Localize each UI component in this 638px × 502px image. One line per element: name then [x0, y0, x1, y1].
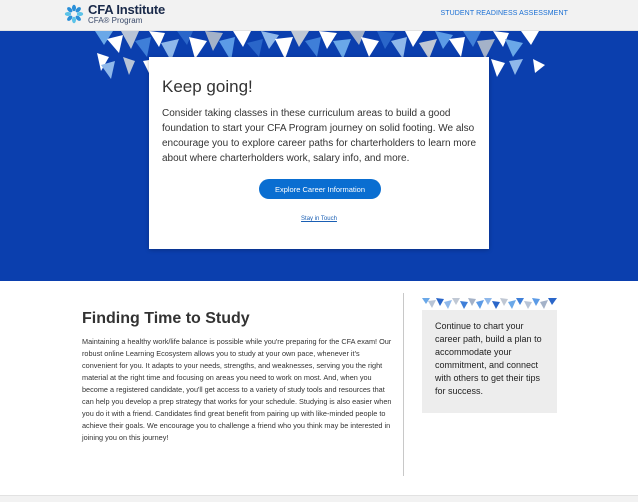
stay-in-touch-link[interactable]: Stay in Touch: [301, 216, 337, 222]
hero-banner: [0, 31, 638, 281]
site-header: [0, 0, 638, 31]
sidebar-callout-text: Continue to chart your career path, build a plan to accommodate your commitment, and connect with others to get their tips for success.: [435, 321, 542, 396]
student-readiness-assessment-link[interactable]: STUDENT READINESS ASSESSMENT: [440, 10, 568, 17]
study-section-body: Maintaining a healthy work/life balance is possible while you're preparing for the CFA exam! Our robust online Learning Ecosystem allows you to study at your own pace, whenever it's convenient for you. It adapts to your needs, strengths, and weaknesses, serving you the right material at the right time and focusing on areas you need to work on most. And, when you become a registered candidate, you'll get access to a variety of study tools and resources that can help you develop a prep strategy that works for your schedule. Studying is also easier when you do it with a friend. Candidates find great benefit from pairing up with like-minded people to achieve their goals. We encourage you to challenge a friend who you think may be interested in joining you on this journey!: [82, 337, 392, 442]
sidebar-callout: [422, 310, 557, 413]
cfa-logo[interactable]: [64, 3, 165, 25]
footer-strip: [0, 495, 638, 502]
logo-title: CFA Institute: [88, 2, 166, 17]
explore-career-information-button[interactable]: Explore Career Information: [259, 179, 381, 199]
sidebar-pattern: [422, 298, 557, 310]
study-section-title: Finding Time to Study: [82, 310, 250, 327]
card-title: Keep going!: [162, 77, 253, 96]
cfa-globe-icon: [64, 4, 84, 24]
logo-subtitle: CFA® Program: [88, 16, 143, 25]
card-body: Consider taking classes in these curriculum areas to build a good foundation to start your CFA Program journey on solid footing. We also encourage you to explore career paths for charterholders to learn more about where charterholders work, salary info, and more.: [162, 108, 477, 164]
result-card: [149, 57, 489, 249]
logo-text: [88, 3, 165, 25]
section-divider: [403, 293, 404, 476]
